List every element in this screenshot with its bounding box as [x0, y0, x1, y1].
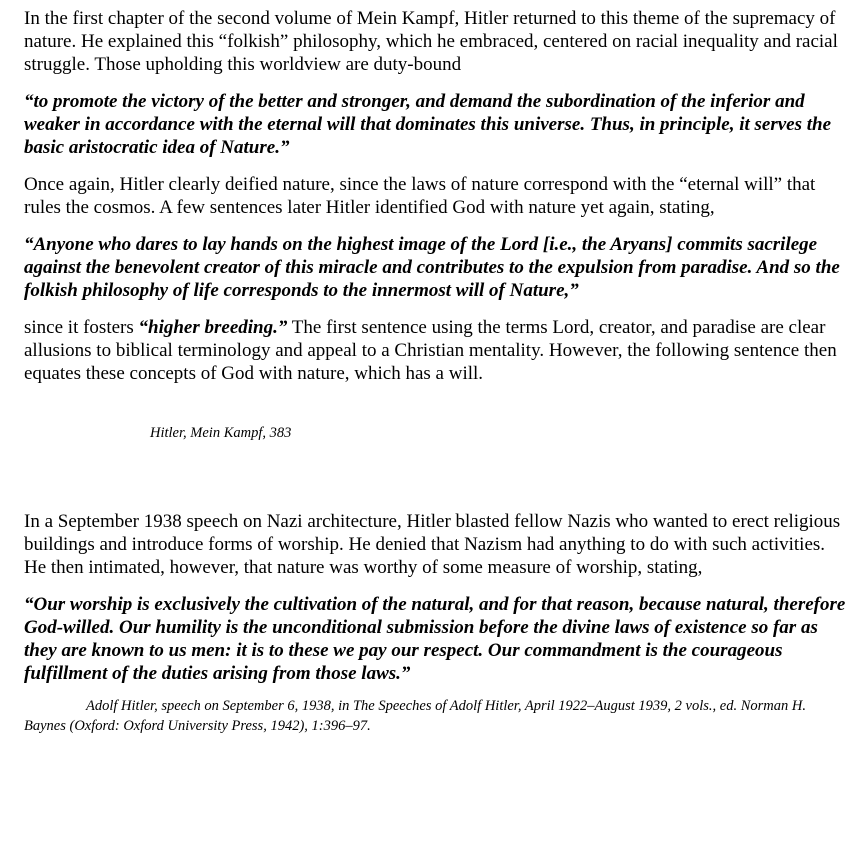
paragraph-higher-breeding-start: since it fosters — [24, 317, 139, 338]
paragraph-higher-breeding — [24, 316, 846, 385]
quote-highest-image-of-lord: “Anyone who dares to lay hands on the highest image of the Lord [i.e., the Aryans] commits sacrilege against the benevolent creator of this miracle and contributes to the expulsion from paradise. And so the folkish philosophy of life corresponds to the innermost will of Nature,” — [24, 234, 840, 301]
paragraph-higher-breeding-end: The first sentence using the terms Lord, creator, and paradise are clear allusions to biblical terminology and appeal to a Christian mentality. However, the following sentence then equates these concepts of God with nature, which has a will. — [24, 317, 837, 384]
quote-victory-of-better: “to promote the victory of the better and stronger, and demand the subordination of the inferior and weaker in accordance with the eternal will that dominates this universe. Thus, in principle, it serves the basic aristocratic idea of Nature.” — [24, 91, 832, 158]
quote-our-worship: “Our worship is exclusively the cultivation of the natural, and for that reason, because natural, therefore God-willed. Our humility is the unconditional submission before the divine laws of existence so far as they are known to us men: it is to these we pay our respect. Our commandment is the courageous fulfillment of the duties arising from those laws.” — [24, 594, 846, 684]
citation-speech-1938: Adolf Hitler, speech on September 6, 1938, in The Speeches of Adolf Hitler, April 1922–August 1939, 2 vols., ed. Norman H. Baynes (Oxford: Oxford University Press, 1942), 1:396–97. — [24, 698, 806, 734]
document-body — [24, 7, 846, 736]
citation-mein-kampf: Hitler, Mein Kampf, 383 — [150, 425, 292, 441]
paragraph-deified-nature: Once again, Hitler clearly deified nature, since the laws of nature correspond with the “eternal will” that rules the cosmos. A few sentences later Hitler identified God with nature yet again, stating, — [24, 174, 816, 218]
paragraph-supremacy-of-nature: In the first chapter of the second volume of Mein Kampf, Hitler returned to this theme of the supremacy of nature. He explained this “folkish” philosophy, which he embraced, centered on racial inequality and racial struggle. Those upholding this worldview are duty-bound — [24, 8, 838, 75]
emphasis-higher-breeding: “higher breeding.” — [138, 317, 288, 338]
paragraph-nazi-architecture-speech: In a September 1938 speech on Nazi architecture, Hitler blasted fellow Nazis who wanted to erect religious buildings and introduce forms of worship. He denied that Nazism had anything to do with such activities. He then intimated, however, that nature was worthy of some measure of worship, stating, — [24, 511, 841, 578]
